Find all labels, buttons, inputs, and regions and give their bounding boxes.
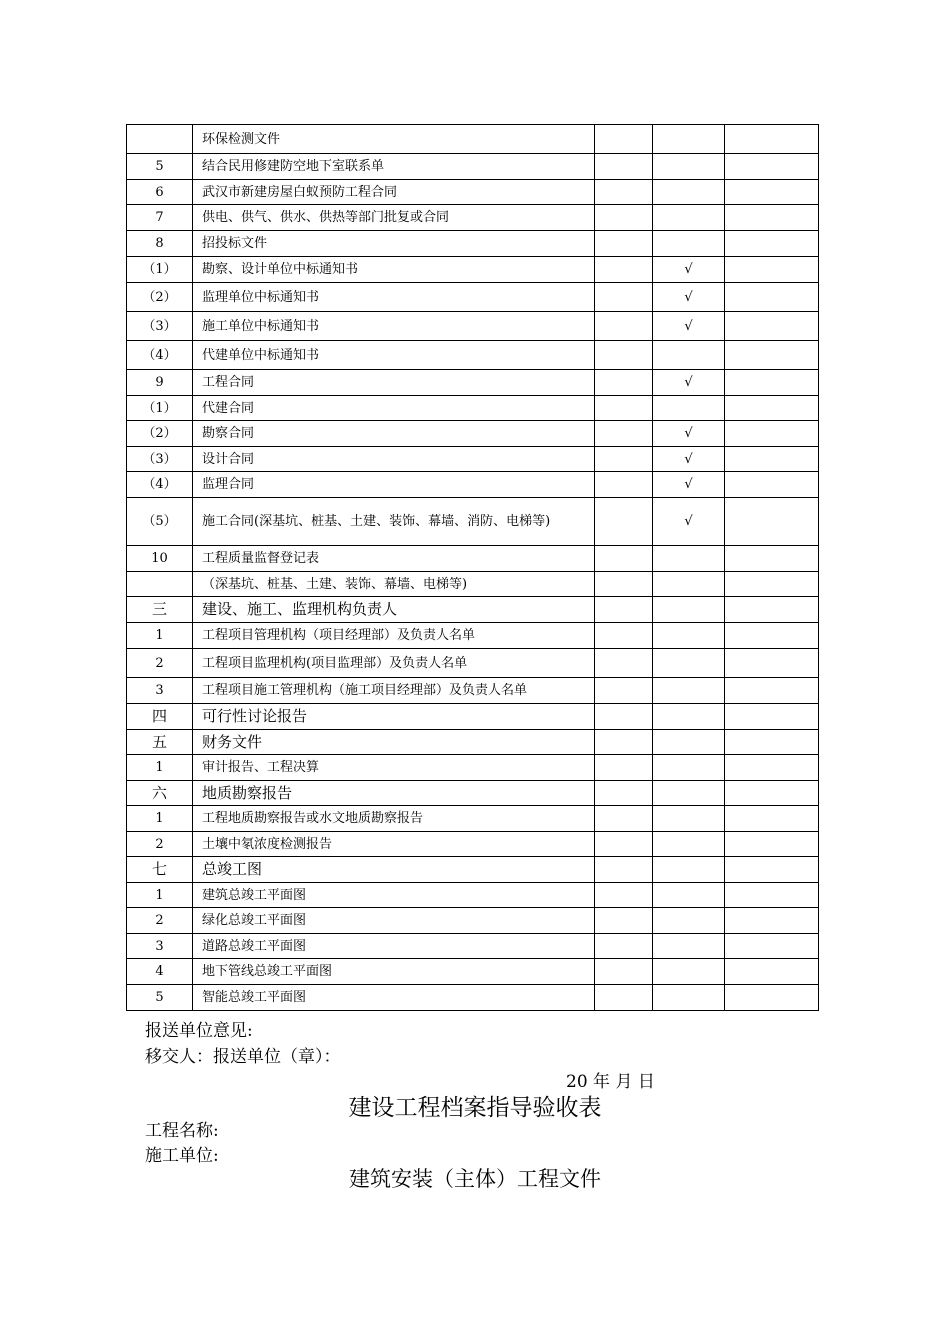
section-row bbox=[127, 857, 819, 883]
row-number: 3 bbox=[127, 934, 193, 959]
row-number: （2） bbox=[127, 421, 193, 447]
document-name: （深基坑、桩基、土建、装饰、幕墙、电梯等) bbox=[193, 572, 595, 597]
blank-cell bbox=[595, 649, 653, 678]
remarks-cell bbox=[725, 883, 819, 908]
table-row bbox=[127, 883, 819, 908]
construction-unit-label: 施工单位: bbox=[145, 1146, 219, 1166]
check-mark-cell bbox=[653, 341, 725, 370]
table-row bbox=[127, 649, 819, 678]
remarks-cell bbox=[725, 934, 819, 959]
document-name: 勘察合同 bbox=[193, 421, 595, 447]
blank-cell bbox=[595, 572, 653, 597]
blank-cell bbox=[595, 678, 653, 704]
check-mark-cell bbox=[653, 649, 725, 678]
check-mark-cell: √ bbox=[653, 447, 725, 472]
table-row bbox=[127, 447, 819, 472]
row-number: 3 bbox=[127, 678, 193, 704]
remarks-cell bbox=[725, 730, 819, 755]
blank-cell bbox=[595, 704, 653, 730]
blank-cell bbox=[595, 985, 653, 1011]
check-mark-cell: √ bbox=[653, 370, 725, 396]
document-name: 土壤中氡浓度检测报告 bbox=[193, 832, 595, 857]
check-mark-cell bbox=[653, 755, 725, 781]
row-number: 8 bbox=[127, 231, 193, 257]
document-name: 建筑总竣工平面图 bbox=[193, 883, 595, 908]
blank-cell bbox=[595, 447, 653, 472]
remarks-cell bbox=[725, 623, 819, 649]
table-row bbox=[127, 934, 819, 959]
table-row bbox=[127, 832, 819, 857]
blank-cell bbox=[595, 125, 653, 154]
remarks-cell bbox=[725, 597, 819, 623]
remarks-cell bbox=[725, 572, 819, 597]
row-number: 4 bbox=[127, 959, 193, 985]
document-name: 工程项目监理机构(项目监理部）及负责人名单 bbox=[193, 649, 595, 678]
check-mark-cell bbox=[653, 883, 725, 908]
check-mark-cell bbox=[653, 546, 725, 572]
section-row bbox=[127, 730, 819, 755]
table-row bbox=[127, 546, 819, 572]
row-number: 1 bbox=[127, 623, 193, 649]
row-number: （1） bbox=[127, 257, 193, 283]
document-name: 监理合同 bbox=[193, 472, 595, 498]
blank-cell bbox=[595, 908, 653, 934]
row-number: 7 bbox=[127, 205, 193, 231]
document-name: 工程合同 bbox=[193, 370, 595, 396]
remarks-cell bbox=[725, 704, 819, 730]
check-mark-cell bbox=[653, 678, 725, 704]
remarks-cell bbox=[725, 472, 819, 498]
document-name: 建设、施工、监理机构负责人 bbox=[193, 597, 595, 623]
document-name: 勘察、设计单位中标通知书 bbox=[193, 257, 595, 283]
row-number: 2 bbox=[127, 832, 193, 857]
row-number: （2） bbox=[127, 283, 193, 312]
document-name: 代建合同 bbox=[193, 396, 595, 421]
blank-cell bbox=[595, 472, 653, 498]
row-number: 2 bbox=[127, 908, 193, 934]
row-number: （4） bbox=[127, 341, 193, 370]
row-number: （5） bbox=[127, 498, 193, 546]
document-name: 智能总竣工平面图 bbox=[193, 985, 595, 1011]
blank-cell bbox=[595, 806, 653, 832]
blank-cell bbox=[595, 934, 653, 959]
row-number: 五 bbox=[127, 730, 193, 755]
row-number: 5 bbox=[127, 985, 193, 1011]
blank-cell bbox=[595, 730, 653, 755]
row-number: 三 bbox=[127, 597, 193, 623]
remarks-cell bbox=[725, 396, 819, 421]
table-body bbox=[127, 125, 819, 1011]
remarks-cell bbox=[725, 806, 819, 832]
table-row bbox=[127, 180, 819, 205]
blank-cell bbox=[595, 421, 653, 447]
check-mark-cell: √ bbox=[653, 312, 725, 341]
check-mark-cell: √ bbox=[653, 421, 725, 447]
row-number: 10 bbox=[127, 546, 193, 572]
archive-table bbox=[126, 124, 819, 1011]
remarks-cell bbox=[725, 421, 819, 447]
blank-cell bbox=[595, 257, 653, 283]
document-name: 代建单位中标通知书 bbox=[193, 341, 595, 370]
document-name: 工程项目施工管理机构（施工项目经理部）及负责人名单 bbox=[193, 678, 595, 704]
blank-cell bbox=[595, 832, 653, 857]
remarks-cell bbox=[725, 498, 819, 546]
check-mark-cell bbox=[653, 180, 725, 205]
table-row bbox=[127, 283, 819, 312]
document-name: 工程地质勘察报告或水文地质勘察报告 bbox=[193, 806, 595, 832]
check-mark-cell bbox=[653, 908, 725, 934]
row-number bbox=[127, 572, 193, 597]
table-row bbox=[127, 257, 819, 283]
check-mark-cell: √ bbox=[653, 472, 725, 498]
row-number: 1 bbox=[127, 755, 193, 781]
table-row bbox=[127, 623, 819, 649]
check-mark-cell: √ bbox=[653, 257, 725, 283]
check-mark-cell bbox=[653, 125, 725, 154]
blank-cell bbox=[595, 283, 653, 312]
document-name: 结合民用修建防空地下室联系单 bbox=[193, 154, 595, 180]
remarks-cell bbox=[725, 205, 819, 231]
blank-cell bbox=[595, 312, 653, 341]
document-name: 施工合同(深基坑、桩基、土建、装饰、幕墙、消防、电梯等) bbox=[193, 498, 595, 546]
table-row bbox=[127, 421, 819, 447]
check-mark-cell bbox=[653, 781, 725, 806]
section-row bbox=[127, 597, 819, 623]
blank-cell bbox=[595, 959, 653, 985]
document-name: 道路总竣工平面图 bbox=[193, 934, 595, 959]
check-mark-cell: √ bbox=[653, 283, 725, 312]
document-name: 监理单位中标通知书 bbox=[193, 283, 595, 312]
row-number: 5 bbox=[127, 154, 193, 180]
remarks-cell bbox=[725, 231, 819, 257]
check-mark-cell bbox=[653, 154, 725, 180]
remarks-cell bbox=[725, 959, 819, 985]
table-row bbox=[127, 959, 819, 985]
section-title: 建筑安装（主体）工程文件 bbox=[349, 1167, 601, 1191]
remarks-cell bbox=[725, 312, 819, 341]
remarks-cell bbox=[725, 341, 819, 370]
check-mark-cell bbox=[653, 623, 725, 649]
row-number: 1 bbox=[127, 883, 193, 908]
document-name: 审计报告、工程决算 bbox=[193, 755, 595, 781]
table-row bbox=[127, 755, 819, 781]
document-name: 供电、供气、供水、供热等部门批复或合同 bbox=[193, 205, 595, 231]
document-name: 招投标文件 bbox=[193, 231, 595, 257]
row-number: （3） bbox=[127, 312, 193, 341]
remarks-cell bbox=[725, 755, 819, 781]
check-mark-cell bbox=[653, 857, 725, 883]
blank-cell bbox=[595, 205, 653, 231]
table-row bbox=[127, 205, 819, 231]
row-number: （4） bbox=[127, 472, 193, 498]
table-row bbox=[127, 806, 819, 832]
submitting-unit-opinion: 报送单位意见: bbox=[145, 1021, 253, 1041]
remarks-cell bbox=[725, 257, 819, 283]
table-row bbox=[127, 125, 819, 154]
remarks-cell bbox=[725, 447, 819, 472]
row-number: 六 bbox=[127, 781, 193, 806]
project-name-label: 工程名称: bbox=[145, 1121, 219, 1141]
blank-cell bbox=[595, 883, 653, 908]
remarks-cell bbox=[725, 180, 819, 205]
blank-cell bbox=[595, 341, 653, 370]
table-row bbox=[127, 231, 819, 257]
row-number: （3） bbox=[127, 447, 193, 472]
remarks-cell bbox=[725, 125, 819, 154]
blank-cell bbox=[595, 231, 653, 257]
row-number: 1 bbox=[127, 806, 193, 832]
row-number: 2 bbox=[127, 649, 193, 678]
date-line: 20 年 月 日 bbox=[566, 1072, 655, 1092]
remarks-cell bbox=[725, 781, 819, 806]
blank-cell bbox=[595, 597, 653, 623]
table-row bbox=[127, 908, 819, 934]
check-mark-cell bbox=[653, 396, 725, 421]
check-mark-cell bbox=[653, 934, 725, 959]
row-number: 9 bbox=[127, 370, 193, 396]
handover-person-line: 移交人：报送单位（章）： bbox=[145, 1047, 341, 1067]
remarks-cell bbox=[725, 857, 819, 883]
check-mark-cell bbox=[653, 959, 725, 985]
blank-cell bbox=[595, 154, 653, 180]
row-number: 四 bbox=[127, 704, 193, 730]
check-mark-cell bbox=[653, 832, 725, 857]
form-title: 建设工程档案指导验收表 bbox=[348, 1095, 602, 1121]
blank-cell bbox=[595, 755, 653, 781]
blank-cell bbox=[595, 396, 653, 421]
check-mark-cell bbox=[653, 572, 725, 597]
check-mark-cell bbox=[653, 597, 725, 623]
blank-cell bbox=[595, 781, 653, 806]
remarks-cell bbox=[725, 370, 819, 396]
check-mark-cell bbox=[653, 806, 725, 832]
blank-cell bbox=[595, 370, 653, 396]
table-row bbox=[127, 312, 819, 341]
row-number bbox=[127, 125, 193, 154]
section-row bbox=[127, 704, 819, 730]
document-name: 绿化总竣工平面图 bbox=[193, 908, 595, 934]
document-name: 财务文件 bbox=[193, 730, 595, 755]
row-number: 七 bbox=[127, 857, 193, 883]
row-number: 6 bbox=[127, 180, 193, 205]
table-row bbox=[127, 472, 819, 498]
remarks-cell bbox=[725, 985, 819, 1011]
table-row bbox=[127, 572, 819, 597]
document-name: 工程项目管理机构（项目经理部）及负责人名单 bbox=[193, 623, 595, 649]
blank-cell bbox=[595, 857, 653, 883]
remarks-cell bbox=[725, 546, 819, 572]
table-row bbox=[127, 985, 819, 1011]
remarks-cell bbox=[725, 283, 819, 312]
remarks-cell bbox=[725, 154, 819, 180]
document-name: 地质勘察报告 bbox=[193, 781, 595, 806]
remarks-cell bbox=[725, 908, 819, 934]
table-row bbox=[127, 396, 819, 421]
check-mark-cell bbox=[653, 704, 725, 730]
document-name: 设计合同 bbox=[193, 447, 595, 472]
remarks-cell bbox=[725, 832, 819, 857]
check-mark-cell bbox=[653, 985, 725, 1011]
document-name: 地下管线总竣工平面图 bbox=[193, 959, 595, 985]
table-row bbox=[127, 341, 819, 370]
document-name: 武汉市新建房屋白蚁预防工程合同 bbox=[193, 180, 595, 205]
table-row bbox=[127, 498, 819, 546]
blank-cell bbox=[595, 498, 653, 546]
table-row bbox=[127, 154, 819, 180]
row-number: （1） bbox=[127, 396, 193, 421]
document-name: 总竣工图 bbox=[193, 857, 595, 883]
document-name: 工程质量监督登记表 bbox=[193, 546, 595, 572]
check-mark-cell bbox=[653, 231, 725, 257]
check-mark-cell bbox=[653, 730, 725, 755]
document-name: 可行性讨论报告 bbox=[193, 704, 595, 730]
blank-cell bbox=[595, 623, 653, 649]
remarks-cell bbox=[725, 678, 819, 704]
document-name: 施工单位中标通知书 bbox=[193, 312, 595, 341]
remarks-cell bbox=[725, 649, 819, 678]
check-mark-cell: √ bbox=[653, 498, 725, 546]
table-row bbox=[127, 678, 819, 704]
document-name: 环保检测文件 bbox=[193, 125, 595, 154]
blank-cell bbox=[595, 546, 653, 572]
check-mark-cell bbox=[653, 205, 725, 231]
section-row bbox=[127, 781, 819, 806]
table-row bbox=[127, 370, 819, 396]
blank-cell bbox=[595, 180, 653, 205]
